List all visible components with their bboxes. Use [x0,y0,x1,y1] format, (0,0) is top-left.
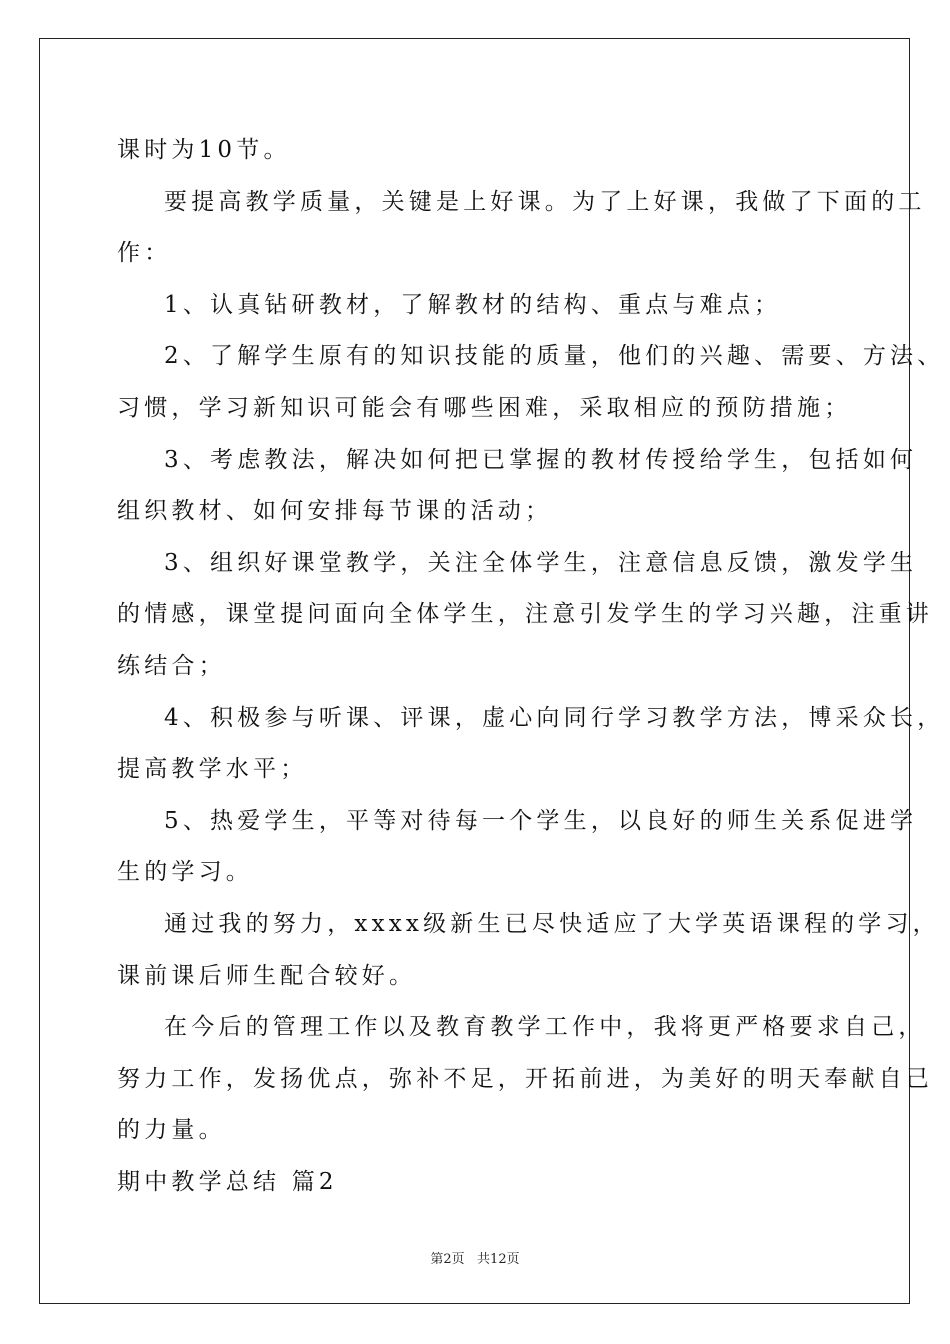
text-line: 5、热爱学生，平等对待每一个学生，以良好的师生关系促进学 [164,807,918,834]
text-line: 1、认真钻研教材，了解教材的结构、重点与难点； [164,291,782,318]
section-heading: 期中教学总结 篇2 [117,1168,338,1195]
text-line: 2、了解学生原有的知识技能的质量，他们的兴趣、需要、方法、 [164,343,945,370]
document-body [117,128,945,1211]
text-line: 练结合； [117,652,226,679]
text-line: 课时为10节。 [117,137,291,163]
page-number-footer: 第2页 共12页 [430,1252,520,1267]
text-line: 4、积极参与听课、评课，虚心向同行学习教学方法，博采众长， [164,704,945,731]
text-line: 在今后的管理工作以及教育教学工作中，我将更严格要求自己， [164,1014,926,1041]
text-line: 提高教学水平； [117,756,308,783]
text-line: 要提高教学质量，关键是上好课。为了上好课，我做了下面的工 [164,188,926,215]
text-line: 的情感，课堂提问面向全体学生，注意引发学生的学习兴趣，注重讲 [117,601,933,628]
text-line: 组织教材、如何安排每节课的活动； [117,498,553,525]
text-line: 努力工作，发扬优点，弥补不足，开拓前进，为美好的明天奉献自己 [117,1065,933,1092]
text-line: 生的学习。 [117,859,253,886]
text-line: 通过我的努力，xxxx级新生已尽快适应了大学英语课程的学习， [164,910,940,937]
text-line: 作： [117,240,172,267]
text-line: 的力量。 [117,1117,226,1144]
text-line: 3、组织好课堂教学，关注全体学生，注意信息反馈，激发学生 [164,549,918,576]
text-line: 习惯，学习新知识可能会有哪些困难，采取相应的预防措施； [117,394,852,421]
text-line: 课前课后师生配合较好。 [117,962,417,989]
text-line: 3、考虑教法，解决如何把已掌握的教材传授给学生，包括如何 [164,446,918,473]
